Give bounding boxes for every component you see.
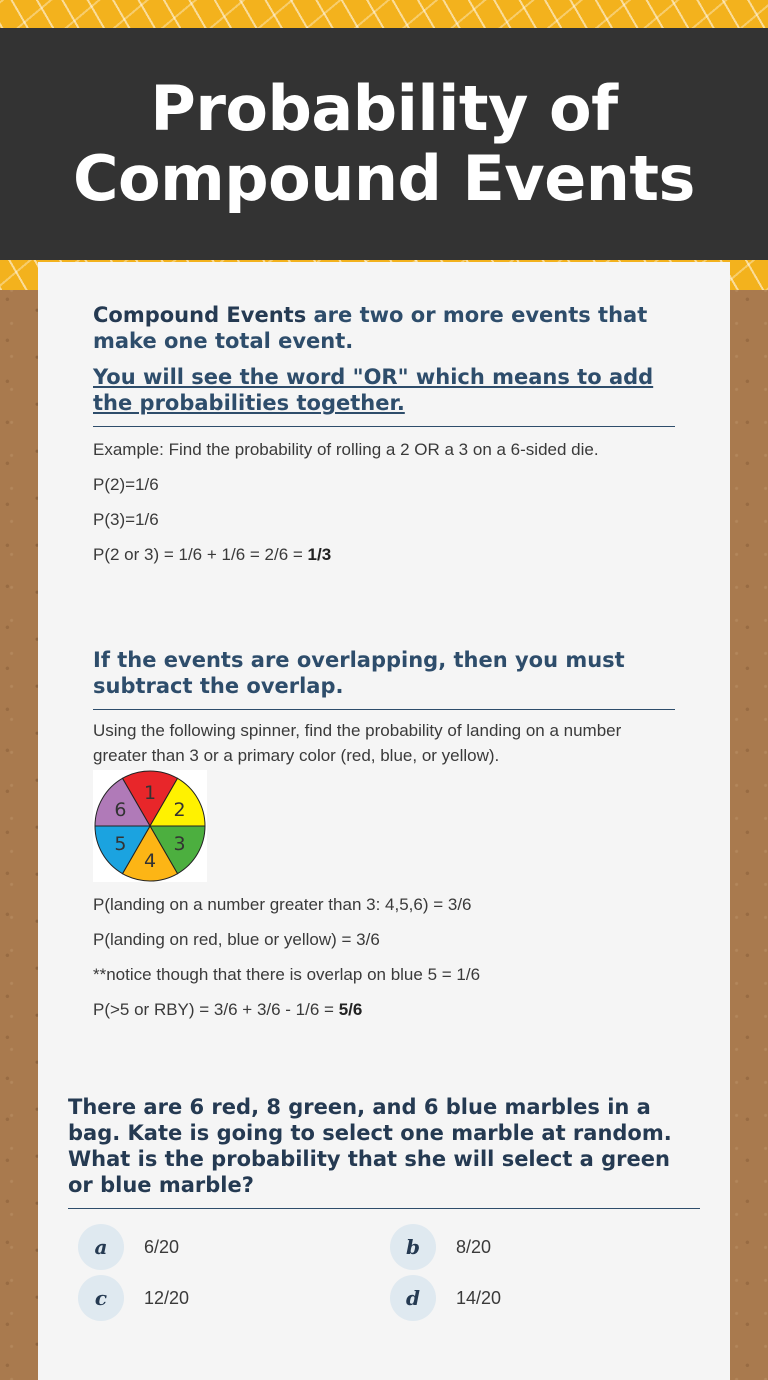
overlap-line-2: P(landing on red, blue or yellow) = 3/6: [93, 930, 380, 949]
section2-divider: [93, 709, 675, 710]
example-answer: 1/3: [307, 545, 332, 564]
overlap-line-4-work: P(>5 or RBY) = 3/6 + 3/6 - 1/6 =: [93, 1000, 339, 1019]
overlapping-events-section: [93, 647, 675, 1022]
spinner-intro: Using the following spinner, find the probability of landing on a number greater than 3 or a primary color (red, blue, or yellow).: [93, 721, 622, 765]
choice-d[interactable]: [390, 1275, 501, 1321]
overlap-line-1: P(landing on a number greater than 3: 4,5,6) = 3/6: [93, 895, 472, 914]
choice-b-badge[interactable]: b: [390, 1224, 436, 1270]
spinner-label-2: 2: [173, 798, 186, 821]
choice-a-badge[interactable]: a: [78, 1224, 124, 1270]
spinner-label-5: 5: [114, 833, 127, 856]
choice-a-text[interactable]: 6/20: [144, 1236, 180, 1257]
spinner-wheel: [93, 770, 207, 882]
spinner-label-4: 4: [143, 850, 157, 873]
overlap-line-4: [93, 997, 675, 1022]
worksheet-card: [38, 262, 730, 1380]
section1-subheading: You will see the word "OR" which means to add the probabilities together.: [93, 365, 654, 415]
example-line-2: P(3)=1/6: [93, 510, 159, 529]
title-banner: [0, 28, 768, 260]
choice-b-text[interactable]: 8/20: [456, 1236, 492, 1257]
spinner-image: [93, 770, 207, 882]
section1-heading-rest: are two or more events that make one total event.: [93, 303, 648, 353]
question-section: [68, 1094, 700, 1209]
spinner-label-6: 6: [114, 798, 127, 821]
overlap-answer: 5/6: [338, 1000, 363, 1019]
example-line-1: P(2)=1/6: [93, 475, 159, 494]
question-text: There are 6 red, 8 green, and 6 blue marbles in a bag. Kate is going to select one marble at random. What is the probability that she will select a green or blue marble?: [68, 1095, 672, 1197]
question-divider: [68, 1208, 700, 1209]
section1-heading-bold: Compound Events: [93, 303, 307, 327]
example-line-3: [93, 542, 675, 567]
compound-events-section: [93, 302, 675, 567]
section2-heading: If the events are overlapping, then you must subtract the overlap.: [93, 648, 625, 698]
choice-a[interactable]: [78, 1224, 179, 1270]
section1-heading: [93, 302, 675, 354]
section1-divider: [93, 426, 675, 427]
choice-d-text[interactable]: 14/20: [456, 1287, 502, 1308]
choice-c-badge[interactable]: c: [78, 1275, 124, 1321]
choice-c[interactable]: [78, 1275, 189, 1321]
overlap-line-3: **notice though that there is overlap on blue 5 = 1/6: [93, 965, 481, 984]
spinner-label-3: 3: [173, 833, 186, 856]
example-text: Example: Find the probability of rolling a 2 OR a 3 on a 6-sided die.: [93, 440, 599, 459]
page-title: Probability of Compound Events: [73, 72, 695, 215]
example-line-3-work: P(2 or 3) = 1/6 + 1/6 = 2/6 =: [93, 545, 308, 564]
spinner-label-1: 1: [143, 781, 157, 804]
choice-b[interactable]: [390, 1224, 491, 1270]
choice-c-text[interactable]: 12/20: [144, 1287, 190, 1308]
choice-d-badge[interactable]: d: [390, 1275, 436, 1321]
